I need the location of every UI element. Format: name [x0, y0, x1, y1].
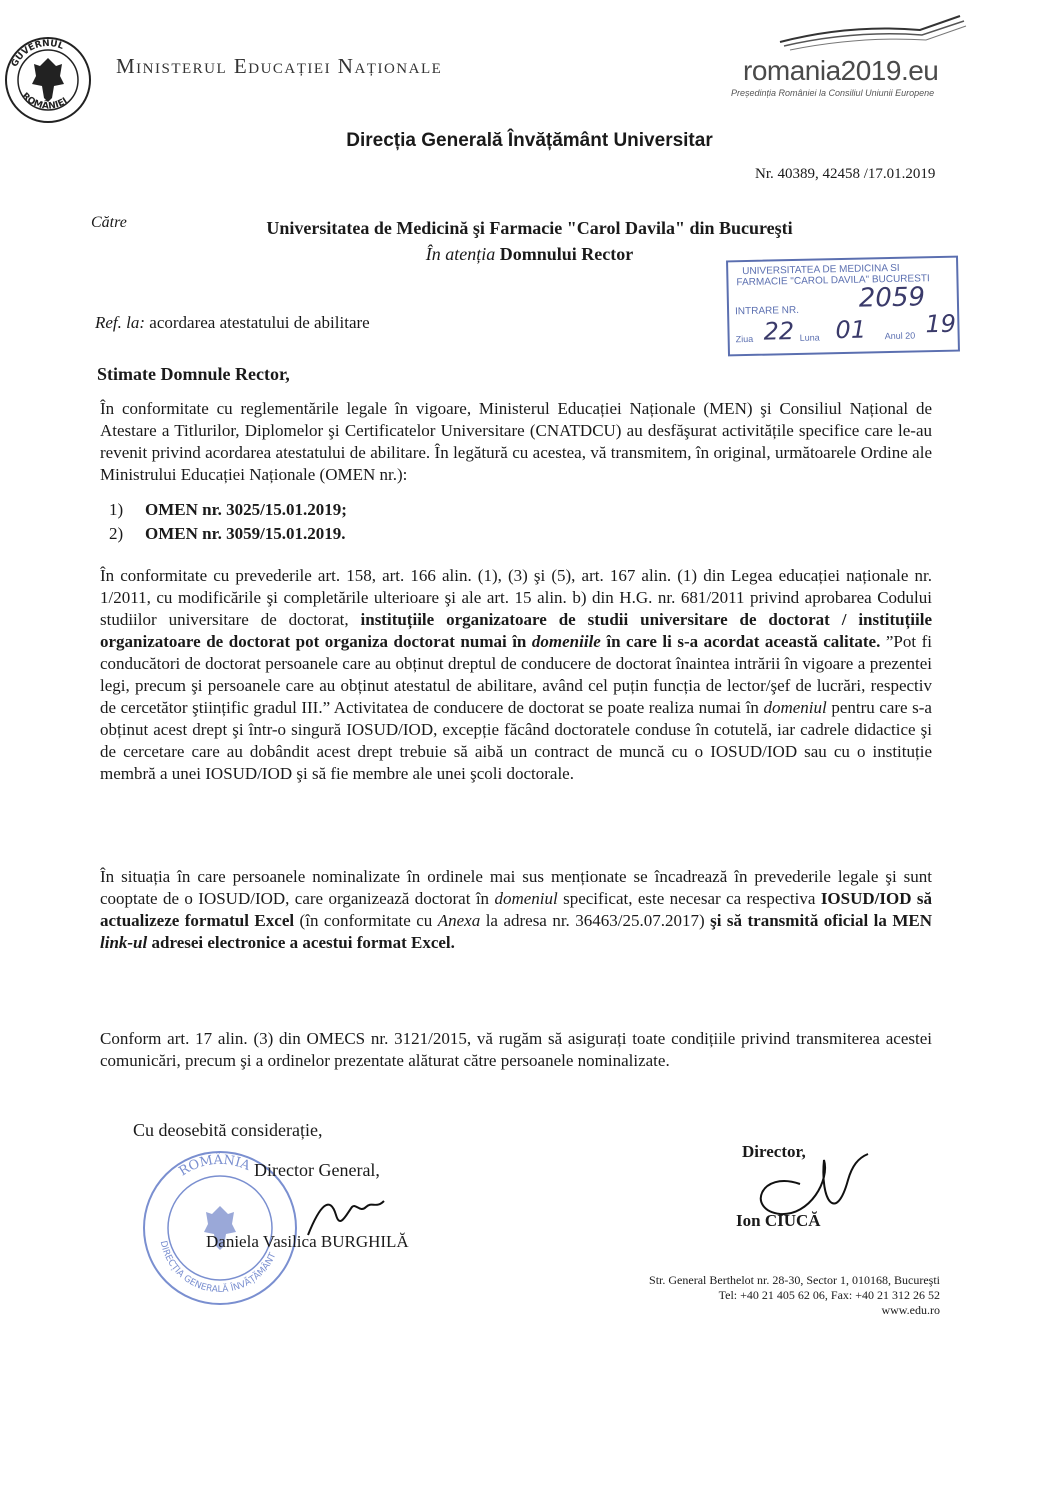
reference-line	[95, 313, 370, 333]
stamp-entry-number: 2059	[858, 282, 926, 314]
addressee-label: Către	[91, 214, 127, 231]
attention-prefix: În atenția	[425, 244, 496, 264]
paragraph-transmission: Conform art. 17 alin. (3) din OMECS nr. 3121/2015, vă rugăm să asigurați toate condițiile privind transmiterea acestei comunicări, precum şi a ordinelor prezentate alăturat către persoanele nominalizate.	[100, 1029, 932, 1070]
paragraph-legal-basis: În conformitate cu prevederile art. 158, art. 166 alin. (1), (3) şi (5), art. 167 alin. (1) din Legea educației naționale nr. 1/2011, cu modificările şi completările ulterioare şi ale art. 15 alin. b) din H.G. nr. 681/2011 privind aprobarea Codului studiilor universitare de doctorat, instituțiile organizatoare de studii universitare de doctorat / instituțiile organizatoare de doctorat pot organiza doctorat numai în domeniile în care li s-a acordat această calitate. ”Pot fi conducători de doctorat persoanele care au obținut dreptul de conducere de doctorat înaintea intrării în vigoare a prezentei legi, precum şi persoanele care au obținut atestatul de abilitare, având cel puțin funcția de lector/şef de lucrări, respectiv de cercetător ştiințific gradul III.” Activitatea de conducere de doctorat se poate realiza numai în domeniul pentru care s-a obținut acest drept şi într-o singură IOSUD/IOD, excepție făcând doctoratele conduse în cotutelă, iar cadrele didactice şi de cercetare care au dobândit acest drept trebuie să aibă un contract de muncă cu o IOSUD/IOD sau cu o instituție membră a unei IOSUD/IOD şi să fie membre ale unei şcoli doctorale.	[100, 566, 932, 783]
paragraph-intro: În conformitate cu reglementările legale în vigoare, Ministerul Educației Naționale (MEN) şi Consiliul Național de Atestare a Titlurilor, Diplomelor şi Certificatelor Universitare (CNATDCU) au desfăşurat activitățile specifice care le-au revenit privind acordarea atestatului de abilitare. În legătură cu acestea, vă transmitem, în original, următoarele Ordine ale Ministrului Educației Naționale (OMEN nr.):	[100, 399, 932, 484]
list-item: 2) OMEN nr. 3059/15.01.2019.	[109, 524, 346, 543]
closing-formula: Cu deosebită considerație,	[133, 1120, 323, 1140]
document-number: Nr. 40389, 42458 /17.01.2019	[755, 166, 936, 182]
svg-text:GUVERNUL: GUVERNUL	[10, 38, 65, 69]
general-director-title: Director General,	[254, 1160, 380, 1180]
stamp-year-value: 19	[925, 309, 957, 339]
greeting: Stimate Domnule Rector,	[97, 364, 290, 384]
general-director-name: Daniela Vasilica BURGHILĂ	[206, 1232, 409, 1251]
government-seal-icon	[4, 36, 92, 124]
stamp-year-label: Anul 20	[884, 330, 916, 342]
addressee-university: Universitatea de Medicină şi Farmacie "Carol Davila" din Bucureşti	[266, 218, 793, 238]
director-name: Ion CIUCĂ	[736, 1211, 821, 1230]
registration-stamp	[726, 256, 960, 357]
stamp-month-label: Luna	[799, 332, 820, 343]
footer-phone: Tel: +40 21 405 62 06, Fax: +40 21 312 26 52	[718, 1288, 940, 1302]
list-item: 1) OMEN nr. 3025/15.01.2019;	[109, 500, 347, 519]
romania2019-subtitle: Președinția României la Consiliul Uniunii Europene	[731, 88, 935, 98]
ministry-name: Ministerul Educației Naționale	[116, 54, 443, 78]
department-heading: Direcția Generală Învățământ Universitar	[346, 130, 713, 151]
reference-text: acordarea atestatului de abilitare	[149, 313, 370, 332]
footer-website[interactable]: www.edu.ro	[881, 1303, 940, 1317]
footer-address: Str. General Berthelot nr. 28-30, Sector 1, 010168, Bucureşti	[649, 1273, 940, 1287]
director-title: Director,	[742, 1142, 806, 1161]
stamp-line-1: UNIVERSITATEA DE MEDICINA SI	[742, 262, 900, 278]
stamp-line-2: FARMACIE "CAROL DAVILA" BUCURESTI	[736, 273, 930, 289]
stamp-day-label: Ziua	[735, 333, 754, 345]
svg-text:ROMÂNIA: ROMÂNIA	[176, 1152, 253, 1180]
attention-recipient: Domnului Rector	[499, 244, 634, 264]
reference-label: Ref. la:	[95, 313, 146, 332]
stamp-intrare-label: INTRARE NR.	[734, 304, 800, 318]
orders-list	[109, 498, 347, 546]
svg-text:DIRECȚIA GENERALĂ ÎNVĂȚĂMÂNT: DIRECȚIA GENERALĂ ÎNVĂȚĂMÂNT	[157, 1239, 279, 1296]
romania2019-swoosh-icon	[770, 12, 970, 52]
paragraph-excel-update: În situația în care persoanele nominalizate în ordinele mai sus menționate se încadrează în prevederile legale şi sunt cooptate de o IOSUD/IOD, care organizează doctorat în domeniul specificat, este necesar ca respectiva IOSUD/IOD să actualizeze formatul Excel (în conformitate cu Anexa la adresa nr. 36463/25.07.2017) şi să transmită oficial la MEN link-ul adresei electronice a acestui format Excel.	[100, 867, 933, 952]
stamp-month-value: 01	[835, 315, 867, 345]
footer-contact	[596, 1273, 940, 1318]
stamp-day-value: 22	[763, 317, 795, 346]
romania2019-logo: romania2019.eu	[743, 55, 939, 86]
svg-text:ROMÂNIEI: ROMÂNIEI	[19, 91, 70, 112]
